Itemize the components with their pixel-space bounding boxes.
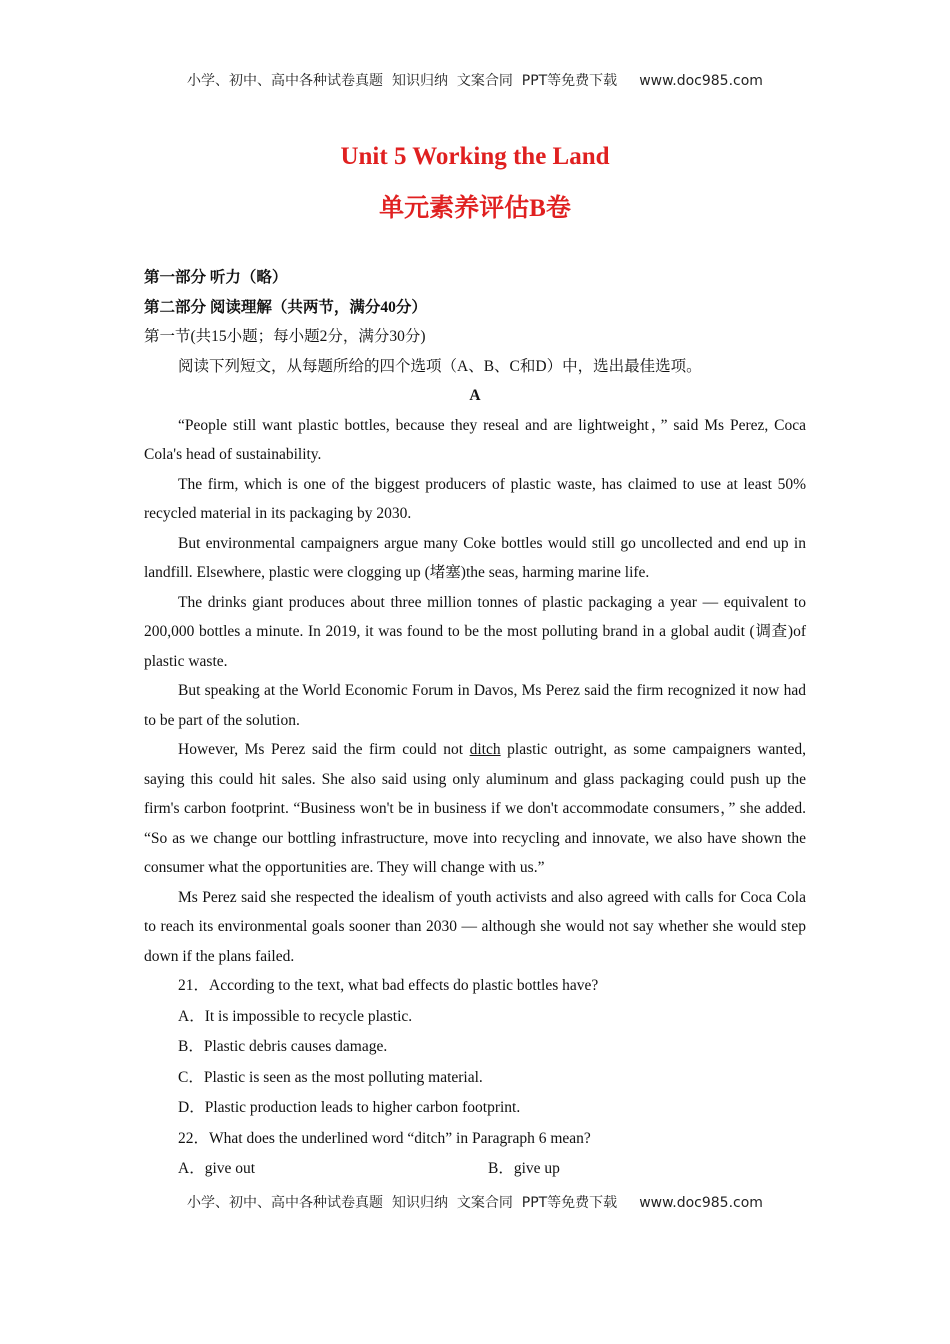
question-21-option-a: A．It is impossible to recycle plastic. xyxy=(178,1007,413,1025)
passage-paragraph-2: The firm, which is one of the biggest producers of plastic waste, has claimed to use at least 50% recycled material in its packaging by 2030. xyxy=(144,475,806,522)
footer-site-link[interactable]: www.doc985.com xyxy=(639,1195,763,1211)
section1-heading: 第一节(共15小题；每小题2分，满分30分) xyxy=(144,328,426,345)
passage-paragraph-6 xyxy=(144,735,806,883)
question-22-options xyxy=(144,1154,806,1185)
passage-paragraph-4: The drinks giant produces about three million tonnes of plastic packaging a year — equivalent to 200,000 bottles a minute. In 2019, it was found to be the most polluting brand in a global audit (调查)of plastic waste. xyxy=(144,593,806,670)
page-header xyxy=(0,70,950,90)
unit-title: Unit 5 Working the Land xyxy=(340,143,610,170)
passage-paragraph-7: Ms Perez said she respected the idealism of youth activists and also agreed with calls for Coca Cola to reach its environmental goals sooner than 2030 — although she would not say whether she would step down if the plans failed. xyxy=(144,888,806,965)
question-22-stem: 22．What does the underlined word “ditch” in Paragraph 6 mean? xyxy=(178,1129,591,1147)
passage-paragraph-3: But environmental campaigners argue many Coke bottles would still go uncollected and end up in landfill. Elsewhere, plastic were clogging up (堵塞)the seas, harming marine life. xyxy=(144,534,806,581)
instructions: 阅读下列短文，从每题所给的四个选项（A、B、C和D）中，选出最佳选项。 xyxy=(178,357,702,375)
question-21-stem: 21．According to the text, what bad effects do plastic bottles have? xyxy=(178,977,599,994)
passage-paragraph-5: But speaking at the World Economic Forum in Davos, Ms Perez said the firm recognized it now had to be part of the solution. xyxy=(144,682,806,729)
footer-text: 小学、初中、高中各种试卷真题 知识归纳 文案合同 PPT等免费下载 xyxy=(187,1195,618,1211)
question-22-option-a: A．give out xyxy=(178,1160,256,1177)
page-footer xyxy=(0,1192,950,1212)
part2-heading: 第二部分 阅读理解（共两节，满分40分） xyxy=(144,298,427,316)
passage-paragraph-1: “People still want plastic bottles, because they reseal and are lightweight，” said Ms Perez, Coca Cola's head of sustainability. xyxy=(144,416,806,463)
underlined-word-ditch: ditch xyxy=(469,741,501,758)
header-text: 小学、初中、高中各种试卷真题 知识归纳 文案合同 PPT等免费下载 xyxy=(187,73,618,89)
question-22-option-b: B．give up xyxy=(488,1160,560,1177)
p6-before: However, Ms Perez said the firm could not xyxy=(178,741,470,758)
header-site-link[interactable]: www.doc985.com xyxy=(639,73,763,89)
exam-subtitle: 单元素养评估B卷 xyxy=(379,195,571,222)
passage-label: A xyxy=(469,387,481,404)
exam-content xyxy=(144,263,806,1185)
question-21-option-b: B．Plastic debris causes damage. xyxy=(178,1038,388,1055)
part1-heading: 第一部分 听力（略） xyxy=(144,269,288,286)
p6-after: plastic outright, as some campaigners wanted, saying this could hit sales. She also said using only aluminum and glass packaging could push up the firm's carbon footprint. “Business won't be in business if we don't accommodate consumers，” she added. “So as we change our bottling infrastructure, move into recycling and innovate, we also have shown the consumer what the opportunities are. They will change with us.” xyxy=(144,741,806,876)
question-21-option-c: C．Plastic is seen as the most polluting material. xyxy=(178,1068,483,1086)
question-21-option-d: D．Plastic production leads to higher carbon footprint. xyxy=(178,1099,521,1116)
